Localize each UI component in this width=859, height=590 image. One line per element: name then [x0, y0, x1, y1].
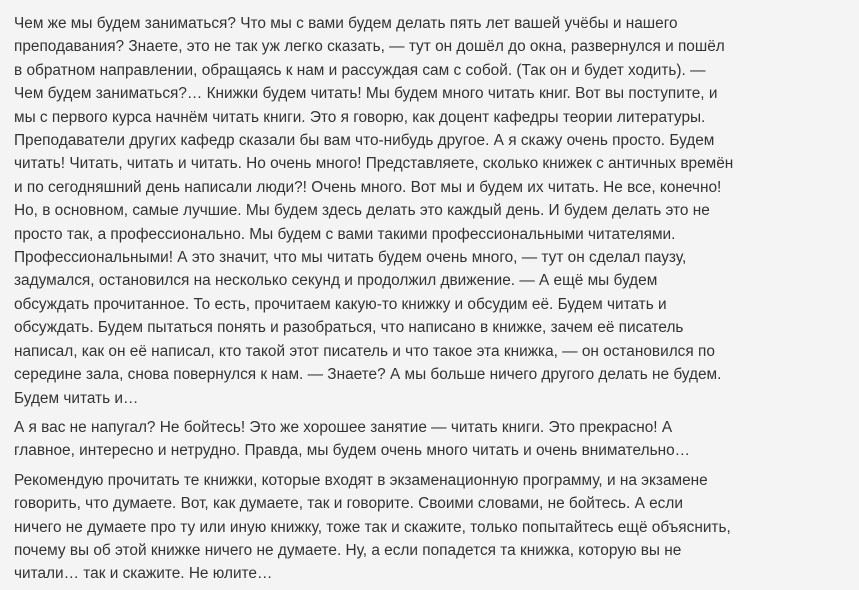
paragraph-1: Чем же мы будем заниматься? Что мы с вами будем делать пять лет вашей учёбы и нашего преподавания? Знаете, это не так уж легко сказать, — тут он дошёл до окна, развернулся и пошёл в обратном направлении, обращаясь к нам и рассуждая сам с собой. (Так он и будет ходить). — Чем будем заниматься?… Книжки будем читать! Мы будем много читать книг. Вот вы поступите, и мы с первого курса начнём читать книги. Это я говорю, как доцент кафедры теории литературы. Преподаватели других кафедр сказали бы вам что-нибудь другое. А я скажу очень просто. Будем читать! Читать, читать и читать. Но очень много! Представляете, сколько книжек с античных времён и по сегодняшний день написали люди?! Очень много. Вот мы и будем их читать. Не все, конечно! Но, в основном, самые лучшие. Мы будем здесь делать это каждый день. И будем делать это не просто так, а профессионально. Мы будем с вами такими профессиональными читателями. Профессиональными! А это значит, что мы читать будем очень много, — тут он сделал паузу, задумался, остановился на несколько секунд и продолжил движение. — А ещё мы будем обсуждать прочитанное. То есть, прочитаем какую-то книжку и обсудим её. Будем читать и обсуждать. Будем пытаться понять и разобраться, что написано в книжке, зачем её писатель написал, как он её написал, кто такой этот писатель и что такое эта книжка, — он остановился по середине зала, снова повернулся к нам. — Знаете? А мы больше ничего другого делать не будем. Будем читать и…	[14, 15, 734, 407]
paragraph-3: Рекомендую прочитать те книжки, которые входят в экзаменационную программу, и на экзамене говорить, что думаете. Вот, как думаете, так и говорите. Своими словами, не бойтесь. А если ничего не думаете про ту или иную книжку, тоже так и скажите, только попытайтесь ещё объяснить, почему вы об этой книжке ничего не думаете. Ну, а если попадется та книжка, которую вы не читали… так и скажите. Не юлите…	[14, 471, 731, 583]
paragraph-2: А я вас не напугал? Не бойтесь! Это же хорошее занятие — читать книги. Это прекрасно! А главное, интересно и нетрудно. Правда, мы будем очень много читать и очень внимательно…	[14, 418, 691, 460]
